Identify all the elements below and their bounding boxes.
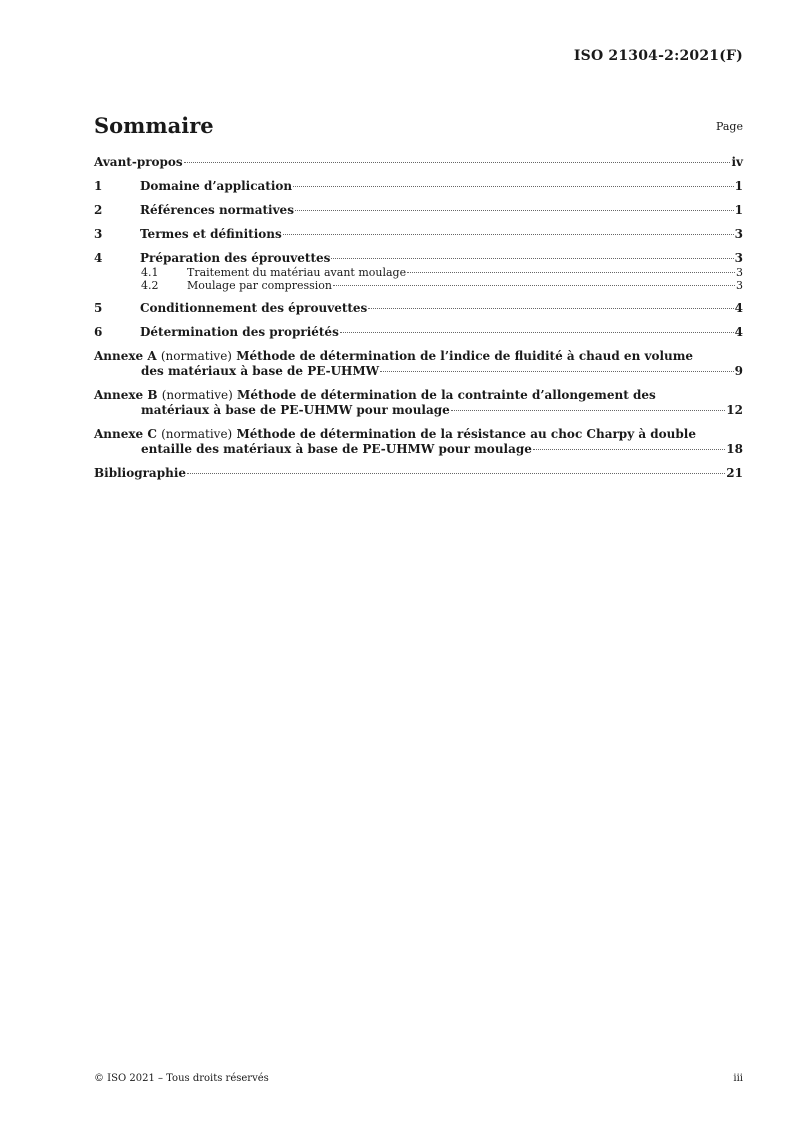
toc-entry-number: 3 — [94, 227, 103, 241]
dot-leader — [533, 449, 725, 450]
toc-entry-label: Détermination des propriétés — [140, 325, 339, 339]
toc-entry-number: 4.1 — [141, 266, 159, 279]
toc-entry-foreword[interactable] — [94, 155, 743, 170]
toc-entry-page: 3 — [734, 251, 743, 265]
dot-leader — [295, 210, 734, 211]
dot-leader — [293, 186, 734, 187]
annex-title-line-2: matériaux à base de PE-UHMW pour moulage — [141, 403, 450, 417]
toc-entry-number: 2 — [94, 203, 103, 217]
toc-entry-label: Termes et définitions — [140, 227, 282, 241]
toc-entry-2[interactable] — [94, 203, 743, 218]
table-of-contents — [94, 155, 743, 481]
toc-entry-label: Domaine d’application — [140, 179, 293, 193]
dot-leader — [187, 473, 725, 474]
toc-entry-page: 4 — [734, 301, 743, 315]
dot-leader — [184, 162, 731, 163]
toc-entry-label: Bibliographie — [94, 466, 187, 480]
footer-copyright: © ISO 2021 – Tous droits réservés — [94, 1073, 269, 1084]
toc-entry-number: 4 — [94, 251, 103, 265]
toc-annex-a[interactable] — [94, 349, 743, 379]
toc-entry-label: Préparation des éprouvettes — [140, 251, 331, 265]
dot-leader — [283, 234, 734, 235]
toc-entry-number: 1 — [94, 179, 103, 193]
toc-entry-page: 1 — [734, 203, 743, 217]
toc-entry-3[interactable] — [94, 227, 743, 242]
annex-prefix: Annexe B — [94, 388, 158, 402]
annex-title-line-2: des matériaux à base de PE-UHMW — [141, 364, 380, 378]
annex-heading-line — [94, 349, 743, 364]
toc-entry-page: 4 — [734, 325, 743, 339]
dot-leader — [340, 332, 734, 333]
toc-entry-1[interactable] — [94, 179, 743, 194]
toc-entry-label: Références normatives — [140, 203, 294, 217]
annex-heading-line — [94, 427, 743, 442]
annex-heading-line — [94, 388, 743, 403]
toc-entry-page: 1 — [734, 179, 743, 193]
toc-annex-b[interactable] — [94, 388, 743, 418]
annex-prefix: Annexe C — [94, 427, 157, 441]
annex-continuation-line — [94, 442, 743, 457]
annex-title-line-1: Méthode de détermination de la contrainte d’allongement des — [237, 388, 656, 402]
toc-entry-label: Moulage par compression — [187, 279, 332, 292]
dot-leader — [333, 285, 735, 286]
toc-entry-number: 6 — [94, 325, 103, 339]
annex-type: (normative) — [160, 349, 232, 363]
annex-prefix: Annexe A — [94, 349, 157, 363]
dot-leader — [331, 258, 733, 259]
document-reference: ISO 21304-2:2021(F) — [573, 48, 743, 64]
annex-title-line-1: Méthode de détermination de la résistance au choc Charpy à double — [236, 427, 696, 441]
toc-entry-label: Avant-propos — [94, 155, 183, 169]
dot-leader — [407, 272, 735, 273]
annex-type: (normative) — [161, 388, 233, 402]
dot-leader — [451, 410, 726, 411]
toc-entry-page: 3 — [734, 227, 743, 241]
toc-entry-4[interactable] — [94, 251, 743, 266]
annex-continuation-line — [94, 364, 743, 379]
toc-entry-page: 3 — [736, 266, 743, 279]
toc-page-column-label: Page — [715, 120, 743, 133]
annex-type: (normative) — [161, 427, 233, 441]
toc-entry-number: 4.2 — [141, 279, 159, 292]
annex-title-line-2: entaille des matériaux à base de PE-UHMW pour moulage — [141, 442, 532, 456]
dot-leader — [368, 308, 733, 309]
toc-entry-label: Traitement du matériau avant moulage — [187, 266, 407, 279]
toc-entry-4-2[interactable] — [94, 279, 743, 292]
toc-entry-5[interactable] — [94, 301, 743, 316]
toc-annex-c[interactable] — [94, 427, 743, 457]
toc-entry-bibliography[interactable] — [94, 466, 743, 481]
toc-entry-4-1[interactable] — [94, 266, 743, 279]
toc-entry-number: 5 — [94, 301, 103, 315]
toc-entry-page: 12 — [726, 403, 743, 417]
toc-entry-label: Conditionnement des éprouvettes — [140, 301, 368, 315]
annex-continuation-line — [94, 403, 743, 418]
toc-entry-page: 21 — [726, 466, 743, 480]
toc-entry-page: iv — [731, 155, 743, 169]
annex-title-line-1: Méthode de détermination de l’indice de fluidité à chaud en volume — [236, 349, 694, 363]
toc-entry-6[interactable] — [94, 325, 743, 340]
toc-entry-page: 18 — [726, 442, 743, 456]
footer-page-number: iii — [733, 1073, 743, 1084]
toc-entry-page: 9 — [734, 364, 743, 378]
toc-entry-page: 3 — [736, 279, 743, 292]
dot-leader — [380, 371, 733, 372]
toc-title: Sommaire — [94, 113, 214, 138]
